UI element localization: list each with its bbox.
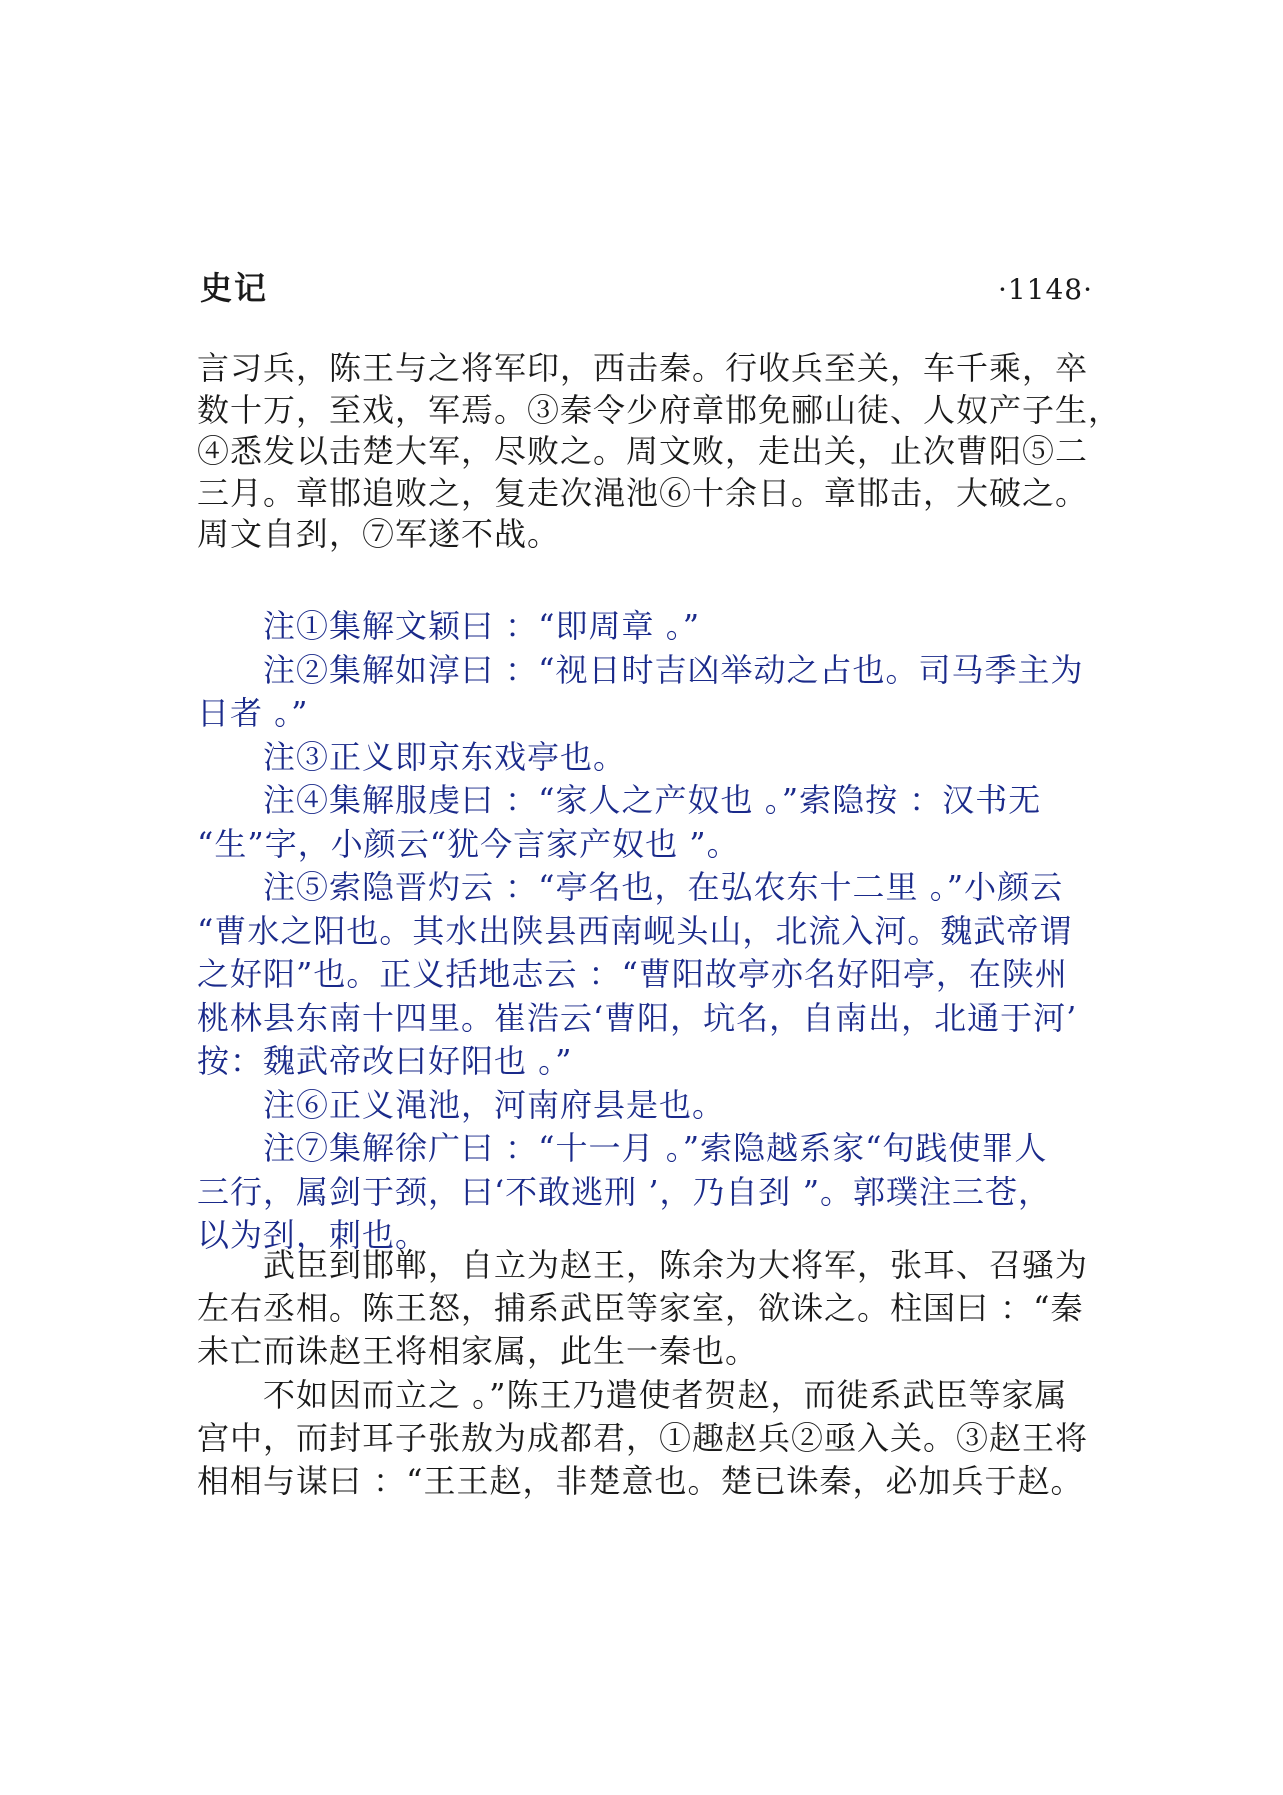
continued-text-block (197, 1244, 1097, 1503)
note-line: 注①集解文颖曰 ：“即周章 。” (263, 607, 701, 645)
page-number: ·1148· (997, 273, 1093, 306)
note-line: 以为刭，刺也。 (197, 1216, 429, 1254)
note-line: 桃林县东南十四里。崔浩云‘曹阳，坑名，自南出，北通于河’ (197, 998, 1078, 1037)
note-line: 注⑥正义渑池，河南府县是也。 (263, 1085, 726, 1124)
text-line: 未亡而诛赵王将相家属，此生一秦也。 (197, 1332, 759, 1371)
note-line: 之好阳”也。正义括地志云 ：“曹阳故亭亦名好阳亭，在陕州 (197, 955, 1068, 993)
text-line: 数十万，至戏，军焉。③秦令少府章邯免郦山徒、人奴产子生， (197, 390, 1122, 429)
text-line: 武臣到邯郸，自立为赵王，陈余为大将军，张耳、召骚为 (263, 1246, 1089, 1284)
text-line: ④悉发以击楚大军，尽败之。周文败，走出关，止次曹阳⑤二 (197, 432, 1089, 470)
text-line: 周文自刭，⑦军遂不战。 (197, 515, 561, 553)
main-text-block (197, 348, 1122, 556)
note-line: 注③正义即京东戏亭也。 (263, 737, 627, 776)
note-line: 注②集解如淳曰 ：“视日时吉凶举动之占也。司马季主为 (263, 650, 1084, 689)
note-line: “生”字，小颜云“犹今言家产奴也 ”。 (197, 824, 740, 863)
annotation-block (197, 605, 1097, 1258)
note-line: “曹水之阳也。其水出陕县西南岘头山，北流入河。魏武帝谓 (197, 911, 1073, 950)
note-line: 注⑤索隐晋灼云 ：“亭名也，在弘农东十二里 。”小颜云 (263, 868, 1064, 906)
text-line: 左右丞相。陈王怒，捕系武臣等家室，欲诛之。柱国曰 ：“秦 (197, 1289, 1084, 1328)
note-line: 按：魏武帝改曰好阳也 。” (197, 1042, 573, 1080)
text-line: 言习兵，陈王与之将军印，西击秦。行收兵至关，车千乘，卒 (197, 349, 1089, 387)
note-line: 注⑦集解徐广曰 ：“十一月 。”索隐越系家“句践使罪人 (263, 1129, 1048, 1167)
text-line: 不如因而立之 。”陈王乃遣使者贺赵，而徙系武臣等家属 (263, 1375, 1068, 1414)
text-line: 三月。章邯追败之，复走次渑池⑥十余日。章邯击，大破之。 (197, 473, 1089, 512)
note-line: 日者 。” (197, 694, 309, 732)
note-line: 三行，属剑于颈，曰‘不敢逃刑 ’，乃自刭 ”。郭璞注三苍， (197, 1172, 1052, 1211)
book-title: 史记 (200, 269, 269, 307)
text-line: 宫中，而封耳子张敖为成都君，①趣赵兵②亟入关。③赵王将 (197, 1418, 1089, 1457)
note-line: 注④集解服虔曰 ：“家人之产奴也 。”索隐按 ：汉书无 (263, 781, 1042, 819)
text-line: 相相与谋曰 ：“王王赵，非楚意也。楚已诛秦，必加兵于赵。 (197, 1462, 1084, 1501)
